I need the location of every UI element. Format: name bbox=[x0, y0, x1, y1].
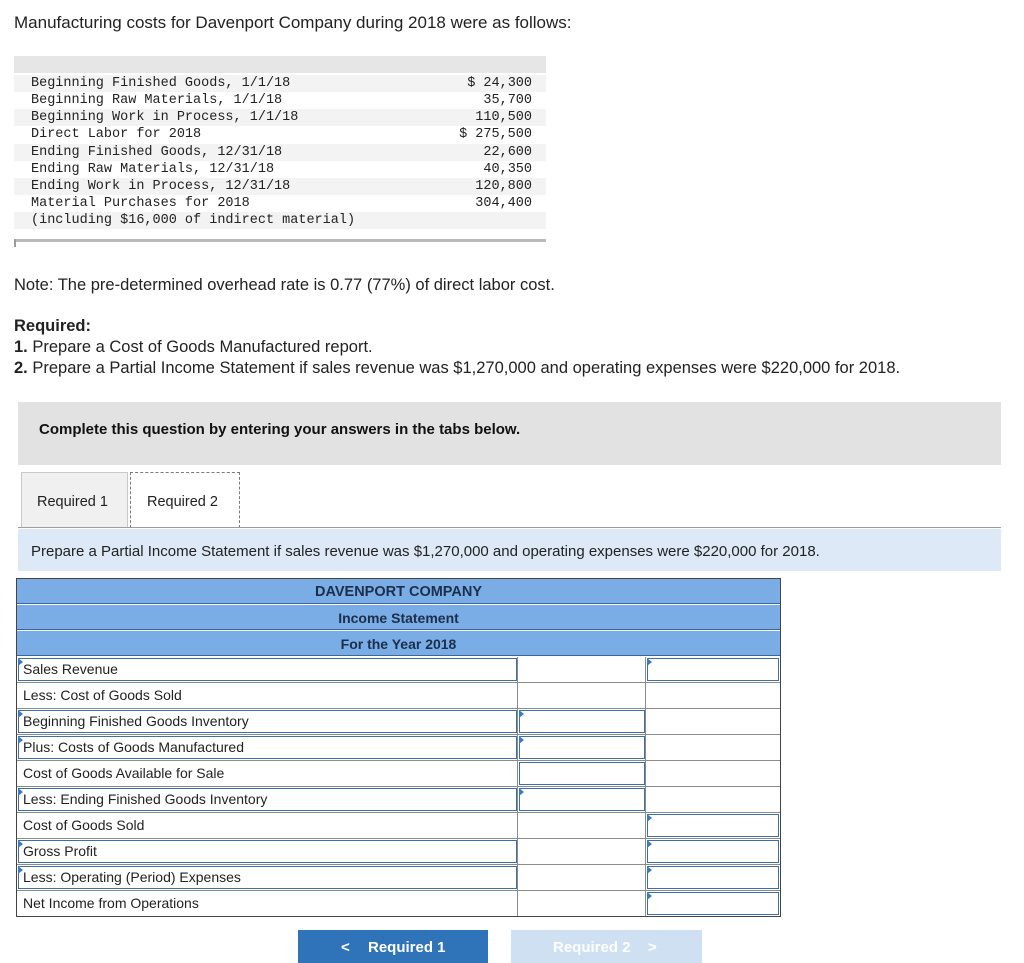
less-cogs-label-cell bbox=[17, 683, 518, 708]
complete-question-banner bbox=[18, 402, 1001, 465]
statement-company: DAVENPORT COMPANY bbox=[314, 584, 483, 600]
data-row bbox=[14, 75, 546, 92]
row-label: Cost of Goods Sold bbox=[23, 817, 145, 833]
row-label: Sales Revenue bbox=[23, 661, 118, 677]
ending-fg-label-dropdown[interactable] bbox=[17, 787, 518, 812]
plus-cogm-col3-cell bbox=[646, 735, 780, 760]
net-income-col2-cell bbox=[518, 891, 646, 916]
row-label: Less: Ending Finished Goods Inventory bbox=[23, 791, 268, 807]
ending-fg-amount-input[interactable] bbox=[518, 787, 646, 812]
required-item-text: Prepare a Cost of Goods Manufactured report. bbox=[27, 338, 373, 356]
chevron-left-icon: < bbox=[341, 939, 350, 956]
chevron-right-icon: > bbox=[648, 939, 657, 956]
row-label: Plus: Costs of Goods Manufactured bbox=[23, 739, 244, 755]
complete-question-text: Complete this question by entering your answers in the tabs below. bbox=[39, 421, 521, 438]
data-row-value: 22,600 bbox=[483, 145, 532, 160]
cogs-amount-input[interactable] bbox=[646, 813, 780, 838]
gross-profit-amount-input[interactable] bbox=[646, 839, 780, 864]
data-table-top-bar bbox=[14, 56, 546, 73]
data-row-value: 40,350 bbox=[483, 162, 532, 177]
gross-profit-label-dropdown[interactable] bbox=[17, 839, 518, 864]
prev-button-label: Required 1 bbox=[368, 939, 446, 956]
goods-available-col3-cell bbox=[646, 761, 780, 786]
required-item-2 bbox=[14, 359, 900, 378]
data-row-label: Beginning Work in Process, 1/1/18 bbox=[31, 110, 299, 125]
data-row-label: Ending Finished Goods, 12/31/18 bbox=[31, 145, 283, 160]
statement-period-header bbox=[17, 631, 780, 656]
required-item-1 bbox=[14, 338, 373, 357]
table-row bbox=[17, 891, 780, 917]
tab-label: Required 2 bbox=[147, 494, 218, 510]
plus-cogm-label-dropdown[interactable] bbox=[17, 735, 518, 760]
table-row bbox=[17, 735, 780, 761]
beginning-fg-col3-cell bbox=[646, 709, 780, 734]
data-row-label: Ending Raw Materials, 12/31/18 bbox=[31, 162, 275, 177]
data-row-label: Beginning Raw Materials, 1/1/18 bbox=[31, 93, 283, 108]
required-item-number: 2. bbox=[14, 359, 28, 377]
net-income-label-cell bbox=[17, 891, 518, 916]
data-row bbox=[14, 212, 546, 229]
data-row-value: 120,800 bbox=[475, 179, 532, 194]
overhead-note: Note: The pre-determined overhead rate is 0.77 (77%) of direct labor cost. bbox=[14, 276, 555, 294]
tab-required-1[interactable] bbox=[21, 472, 128, 528]
next-button-label: Required 2 bbox=[553, 939, 631, 956]
row-label: Beginning Finished Goods Inventory bbox=[23, 713, 249, 729]
data-row bbox=[14, 109, 546, 126]
tab-instruction-banner bbox=[18, 529, 1001, 571]
beginning-fg-label-dropdown[interactable] bbox=[17, 709, 518, 734]
data-table-bottom-bar bbox=[14, 239, 546, 242]
cogs-col2-cell bbox=[518, 813, 646, 838]
prev-required-1-button[interactable] bbox=[298, 930, 488, 963]
sales-revenue-label-dropdown[interactable] bbox=[17, 657, 518, 682]
table-row bbox=[17, 657, 780, 683]
cogs-label-cell bbox=[17, 813, 518, 838]
input-marker-icon bbox=[647, 814, 652, 822]
plus-cogm-amount-input[interactable] bbox=[518, 735, 646, 760]
data-row-label: Ending Work in Process, 12/31/18 bbox=[31, 179, 291, 194]
statement-title-header bbox=[17, 605, 780, 630]
goods-available-label-cell bbox=[17, 761, 518, 786]
table-row bbox=[17, 709, 780, 735]
row-label: Net Income from Operations bbox=[23, 895, 199, 911]
row-label: Less: Operating (Period) Expenses bbox=[23, 869, 241, 885]
data-row-value: 35,700 bbox=[483, 93, 532, 108]
tab-divider bbox=[18, 527, 1001, 528]
data-row-label: Direct Labor for 2018 bbox=[31, 127, 202, 142]
input-marker-icon bbox=[519, 710, 524, 718]
data-row-value: 110,500 bbox=[475, 110, 532, 125]
next-required-2-button[interactable] bbox=[511, 930, 702, 963]
less-cogs-col3-cell bbox=[646, 683, 780, 708]
table-row bbox=[17, 865, 780, 891]
statement-company-header bbox=[17, 579, 780, 604]
input-marker-icon bbox=[519, 736, 524, 744]
data-row bbox=[14, 178, 546, 195]
goods-available-amount-input[interactable] bbox=[518, 761, 646, 786]
data-row bbox=[14, 195, 546, 212]
row-label: Gross Profit bbox=[23, 843, 97, 859]
input-marker-icon bbox=[519, 788, 524, 796]
data-row bbox=[14, 144, 546, 161]
data-row-label: Beginning Finished Goods, 1/1/18 bbox=[31, 76, 291, 91]
statement-period: For the Year 2018 bbox=[340, 636, 457, 652]
data-table-corner bbox=[14, 239, 16, 247]
required-item-text: Prepare a Partial Income Statement if sales revenue was $1,270,000 and operating expenses were $220,000 for 2018. bbox=[27, 359, 901, 377]
data-row-value: $ 24,300 bbox=[467, 76, 532, 91]
input-marker-icon bbox=[647, 892, 652, 900]
table-row bbox=[17, 761, 780, 787]
data-row bbox=[14, 126, 546, 143]
sales-revenue-col2-cell bbox=[518, 657, 646, 682]
data-row-label: (including $16,000 of indirect material) bbox=[31, 213, 356, 228]
beginning-fg-amount-input[interactable] bbox=[518, 709, 646, 734]
input-marker-icon bbox=[647, 658, 652, 666]
required-heading: Required: bbox=[14, 317, 92, 335]
statement-title: Income Statement bbox=[338, 610, 459, 626]
gross-profit-col2-cell bbox=[518, 839, 646, 864]
tab-required-2[interactable] bbox=[130, 472, 240, 528]
table-row bbox=[17, 813, 780, 839]
operating-expenses-amount-input[interactable] bbox=[646, 865, 780, 890]
table-row bbox=[17, 683, 780, 709]
data-row bbox=[14, 161, 546, 178]
operating-expenses-col2-cell bbox=[518, 865, 646, 890]
income-statement-table bbox=[16, 578, 781, 917]
data-row-value: $ 275,500 bbox=[459, 127, 532, 142]
ending-fg-col3-cell bbox=[646, 787, 780, 812]
data-row bbox=[14, 92, 546, 109]
cost-data-table bbox=[14, 56, 546, 243]
table-row bbox=[17, 839, 780, 865]
table-row bbox=[17, 787, 780, 813]
less-cogs-col2-cell bbox=[518, 683, 646, 708]
required-item-number: 1. bbox=[14, 338, 28, 356]
tab-label: Required 1 bbox=[37, 494, 108, 510]
input-marker-icon bbox=[647, 866, 652, 874]
operating-expenses-label-dropdown[interactable] bbox=[17, 865, 518, 890]
data-row-label: Material Purchases for 2018 bbox=[31, 196, 250, 211]
net-income-amount-input[interactable] bbox=[646, 891, 780, 916]
problem-intro: Manufacturing costs for Davenport Company during 2018 were as follows: bbox=[14, 13, 572, 32]
sales-revenue-amount-input[interactable] bbox=[646, 657, 780, 682]
row-label: Cost of Goods Available for Sale bbox=[23, 765, 225, 781]
input-marker-icon bbox=[647, 840, 652, 848]
data-row-value: 304,400 bbox=[475, 196, 532, 211]
tab-instruction-text: Prepare a Partial Income Statement if sales revenue was $1,270,000 and operating expenses were $220,000 for 2018. bbox=[31, 543, 820, 560]
row-label: Less: Cost of Goods Sold bbox=[23, 687, 182, 703]
